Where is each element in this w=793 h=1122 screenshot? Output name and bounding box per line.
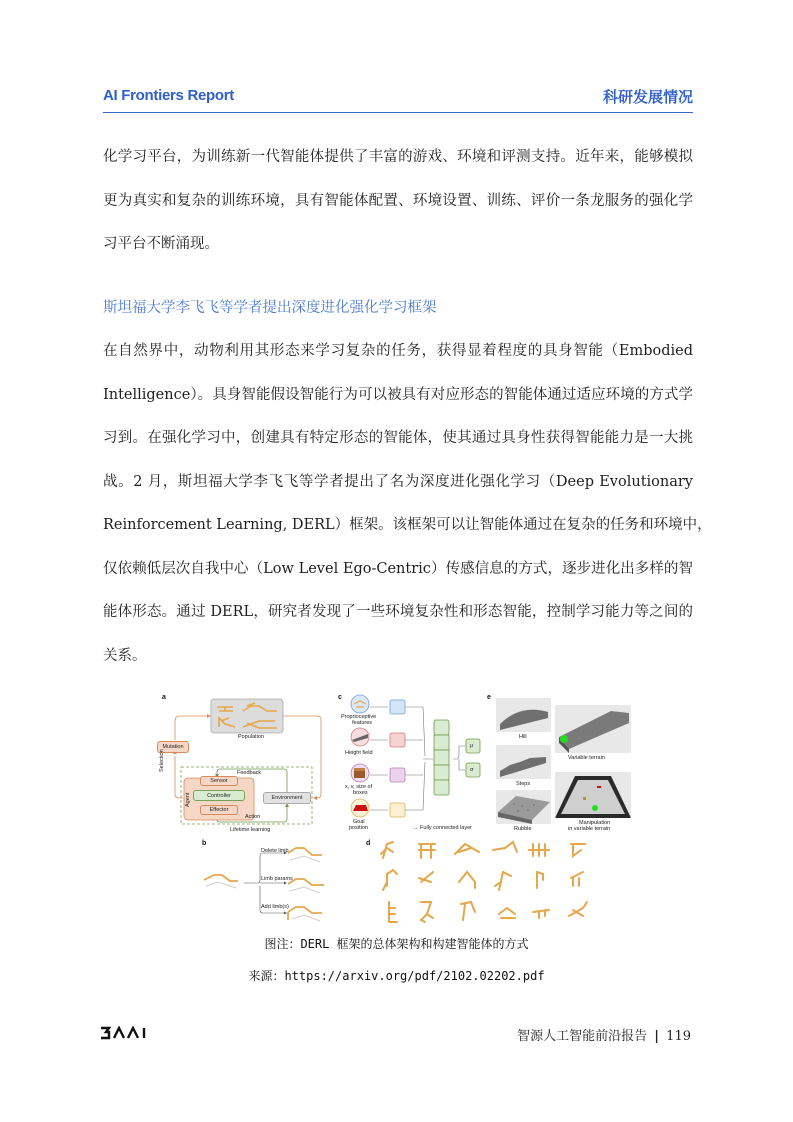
text-line: 习到。在强化学习中，创建具有特定形态的智能体，使其通过具身性获得智能能力是一大挑 (103, 430, 693, 446)
panel-label: b (202, 840, 207, 847)
variable-terrain-image (555, 705, 631, 753)
text-line: 关系。 (103, 647, 147, 664)
terrain-variable-label: Variable terrain (568, 755, 605, 761)
baai-logo (100, 1026, 150, 1044)
branch-delete-limb: Delete limb (261, 848, 289, 854)
text-line: 在自然界中，动物利用其形态来学习复杂的任务，获得显着程度的具身智能（Embodied (103, 343, 693, 359)
text-line: 化学习平台，为训练新一代智能体提供了丰富的游戏、环境和评测支持。近年来，能够模拟 (103, 149, 693, 165)
panel-label: c (338, 694, 342, 701)
text-line: Reinforcement Learning, DERL）框架。该框架可以让智能体通过在复杂的任务和环境中， (103, 517, 712, 533)
input-height-field: Height field (345, 750, 373, 756)
figure-source: 来源：https://arxiv.org/pdf/2102.02202.pdf (248, 969, 545, 983)
text-line: 战。2 月，斯坦福大学李飞飞等学者提出了名为深度进化强化学习（Deep Evolutionary (103, 473, 693, 490)
manipulation-image (555, 772, 631, 818)
input-boxes: x, v, size of boxes (345, 784, 373, 796)
footer-report-info (517, 1025, 691, 1044)
steps-image (496, 745, 551, 779)
footer-report-name: 智源人工智能前沿报告 (517, 1029, 648, 1044)
derl-figure (155, 690, 635, 930)
branch-add-limbs: Add limb(s) (261, 904, 289, 910)
text-line: 仅依赖低层次自我中心（Low Level Ego-Centric）传感信息的方式，逐步进化出多样的智 (103, 560, 693, 577)
terrain-manipulation-label: Manipulation (579, 820, 611, 826)
lifetime-learning-label: Lifetime learning (230, 827, 271, 833)
text-line: 更为真实和复杂的训练环境，具有智能体配置、环境设置、训练、评价一条龙服务的强化学 (103, 192, 693, 209)
panel-label: d (366, 840, 371, 847)
body-paragraph (103, 330, 712, 678)
terrain-hill-label: Hill (519, 734, 527, 740)
hill-image (496, 698, 551, 732)
text-line: Intelligence）。具身智能假设智能行为可以被具有对应形态的智能体通过适应环境的方式学 (103, 386, 693, 403)
panel-label: e (487, 694, 491, 701)
feedback-label: Feedback (237, 770, 262, 776)
branch-limb-params: Limb params (261, 876, 293, 882)
section-title: 斯坦福大学李飞飞等学者提出深度进化强化学习框架 (103, 300, 437, 316)
rubble-image (496, 790, 551, 824)
effector-box: Effector (200, 805, 238, 815)
chapter-title: 科研发展情况 (602, 88, 693, 106)
text-line: 能体形态。通过 DERL，研究者发现了一些环境复杂性和形态智能，控制学习能力等之间的 (103, 604, 693, 620)
panel-label: a (162, 694, 166, 701)
footer-separator: | (654, 1029, 660, 1044)
fc-layer-legend: → Fully connected layer (413, 825, 472, 831)
terrain-rubble-label: Rubble (514, 826, 532, 832)
agent-label: Agent (185, 792, 191, 807)
action-label: Action (245, 814, 261, 820)
input-proprioceptive: Proprioceptive features (341, 714, 377, 726)
output-mu: μ (470, 743, 474, 749)
figure-caption: 图注：DERL 框架的总体架构和构建智能体的方式 (264, 937, 529, 951)
sensor-box: Sensor (200, 776, 238, 786)
controller-box: Controller (193, 790, 245, 801)
network-diagram (335, 690, 490, 840)
report-title: AI Frontiers Report (103, 87, 234, 104)
population-label: Population (238, 734, 264, 740)
text-line: 习平台不断涌现。 (103, 236, 219, 252)
mutation-box: Mutation (157, 741, 189, 753)
terrain-steps-label: Steps (516, 781, 531, 787)
environment-box: Environment (263, 792, 311, 804)
evolved-agents-grid (375, 838, 595, 926)
baai-logo-icon (100, 1026, 150, 1040)
page-number: 119 (666, 1029, 691, 1044)
output-sigma: σ (470, 767, 474, 773)
selection-label: Selection (159, 749, 165, 772)
intro-paragraph (103, 136, 693, 267)
input-goal-position: Goal position (349, 819, 368, 831)
terrain-manipulation-sub-label: in variable terrain (568, 826, 611, 832)
page-header (103, 86, 693, 113)
